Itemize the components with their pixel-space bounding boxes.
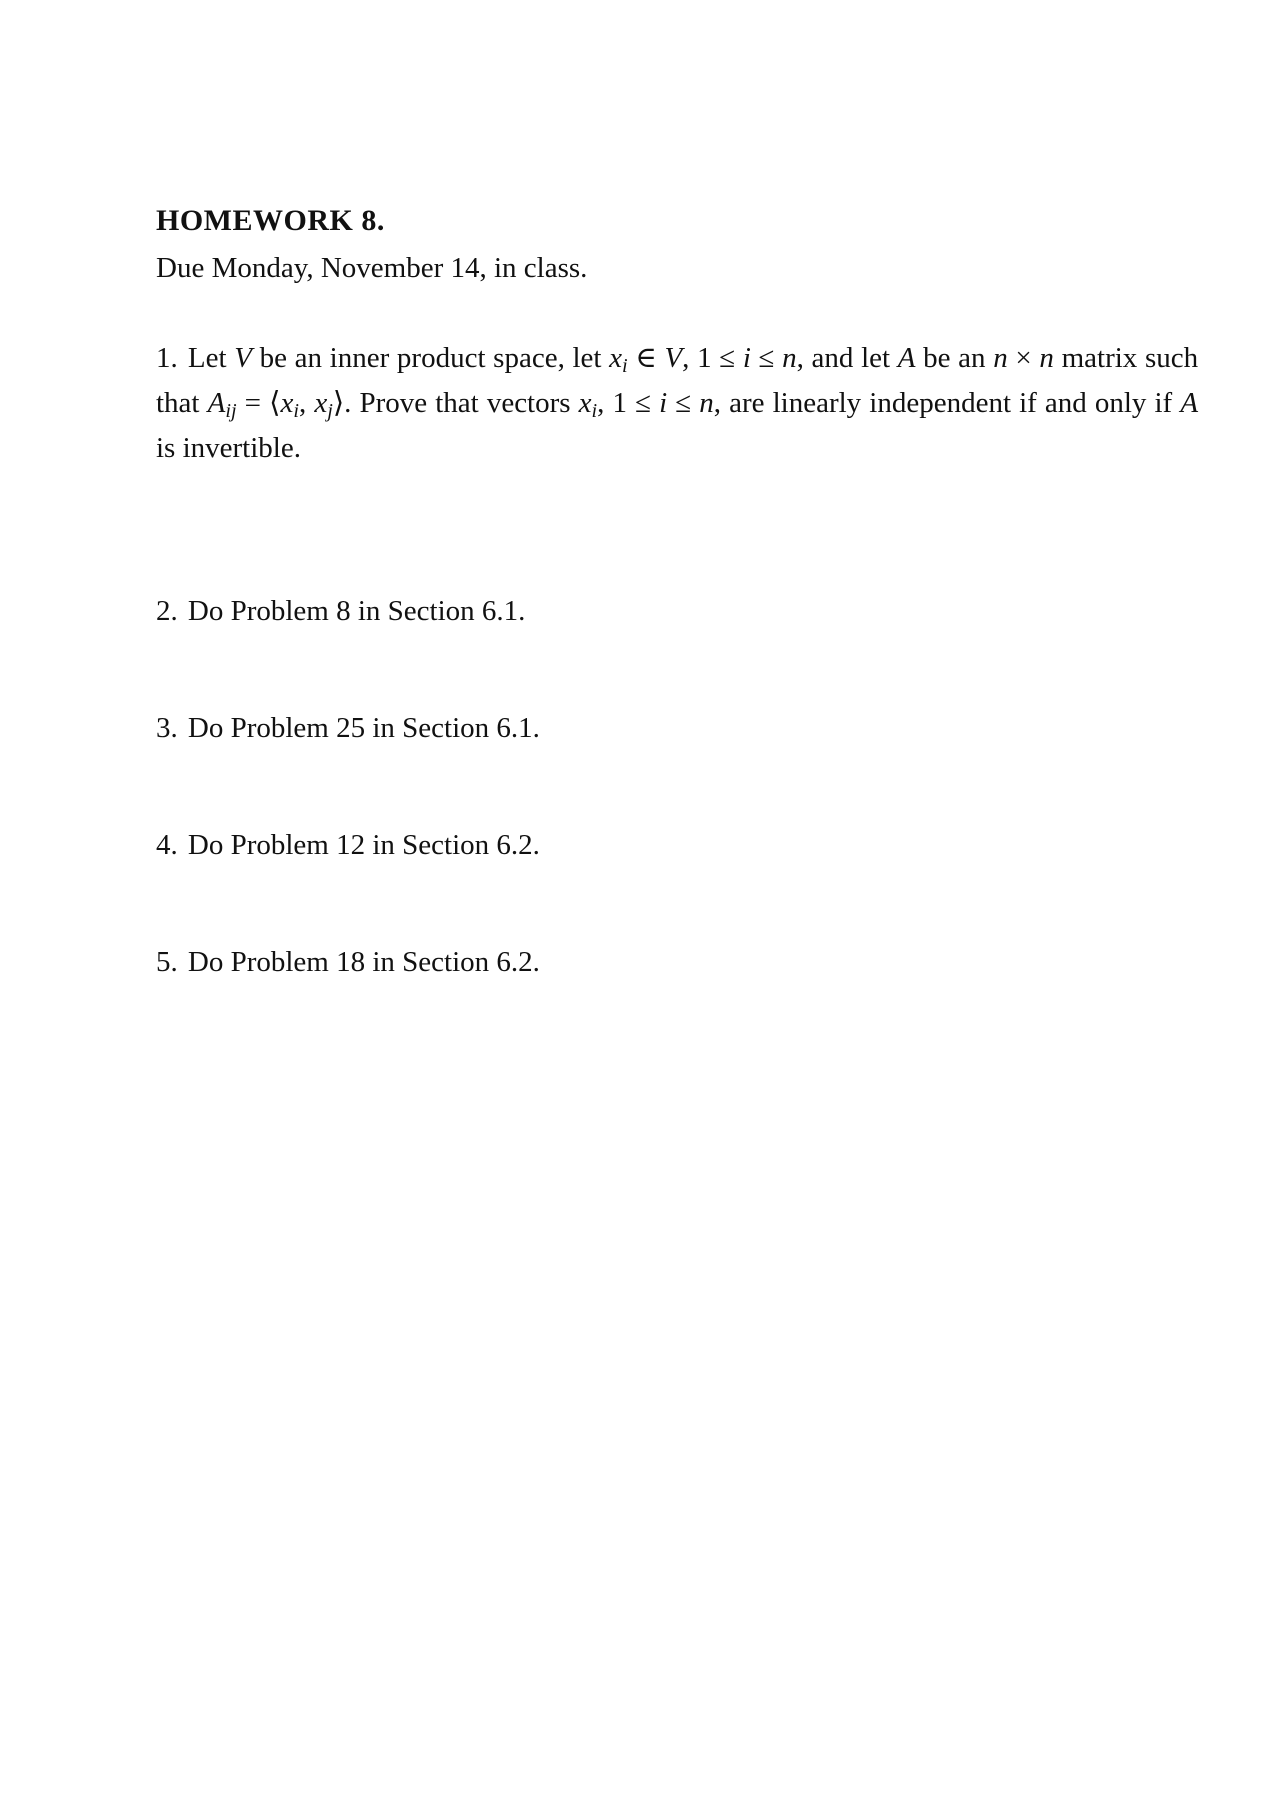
problem-number: 4.: [156, 829, 178, 861]
document-page: [156, 196, 1198, 985]
problem-4: [156, 823, 1198, 868]
math-n-by-n: n × n: [993, 342, 1054, 374]
problem-number: 5.: [156, 946, 178, 978]
problem-text: Do Problem 25 in Section 6.1.: [187, 712, 540, 744]
due-date: Due Monday, November 14, in class.: [156, 252, 588, 284]
problem-number: 1.: [156, 342, 178, 374]
page-title: HOMEWORK 8.: [156, 204, 385, 237]
problem-number: 3.: [156, 712, 178, 744]
math-a: A: [897, 342, 916, 374]
problem-text: Do Problem 12 in Section 6.2.: [187, 829, 540, 861]
problem-3: [156, 706, 1198, 751]
math-a-invertible: A: [1180, 387, 1199, 419]
problem-5: [156, 940, 1198, 985]
math-v: V: [234, 342, 252, 374]
problem-2: [156, 589, 1198, 634]
problem-text: Do Problem 8 in Section 6.1.: [187, 595, 526, 627]
math-xi-range: $x_i$, 1 ≤ i ≤ n: [578, 387, 714, 423]
math-aij-inner-product: $A_{ij}$ = $⟨x_i$, $x_j⟩$: [207, 387, 345, 423]
math-xi-in-v: $x_i$ ∈ V, 1 ≤ i ≤ n: [609, 342, 797, 378]
problem-text: Do Problem 18 in Section 6.2.: [187, 946, 540, 978]
problem-1: 1. Let V be an inner product space, let $x_i$ ∈ V, 1 ≤ i ≤ n, and let A be an n × n matrix such that $A_{ij}$ = $⟨x_i$, $x_j⟩$. Prove that vectors $x_i$, 1 ≤ i ≤ n, are linearly independent if and only if A is invertible.: [156, 342, 1199, 464]
problem-number: 2.: [156, 595, 178, 627]
